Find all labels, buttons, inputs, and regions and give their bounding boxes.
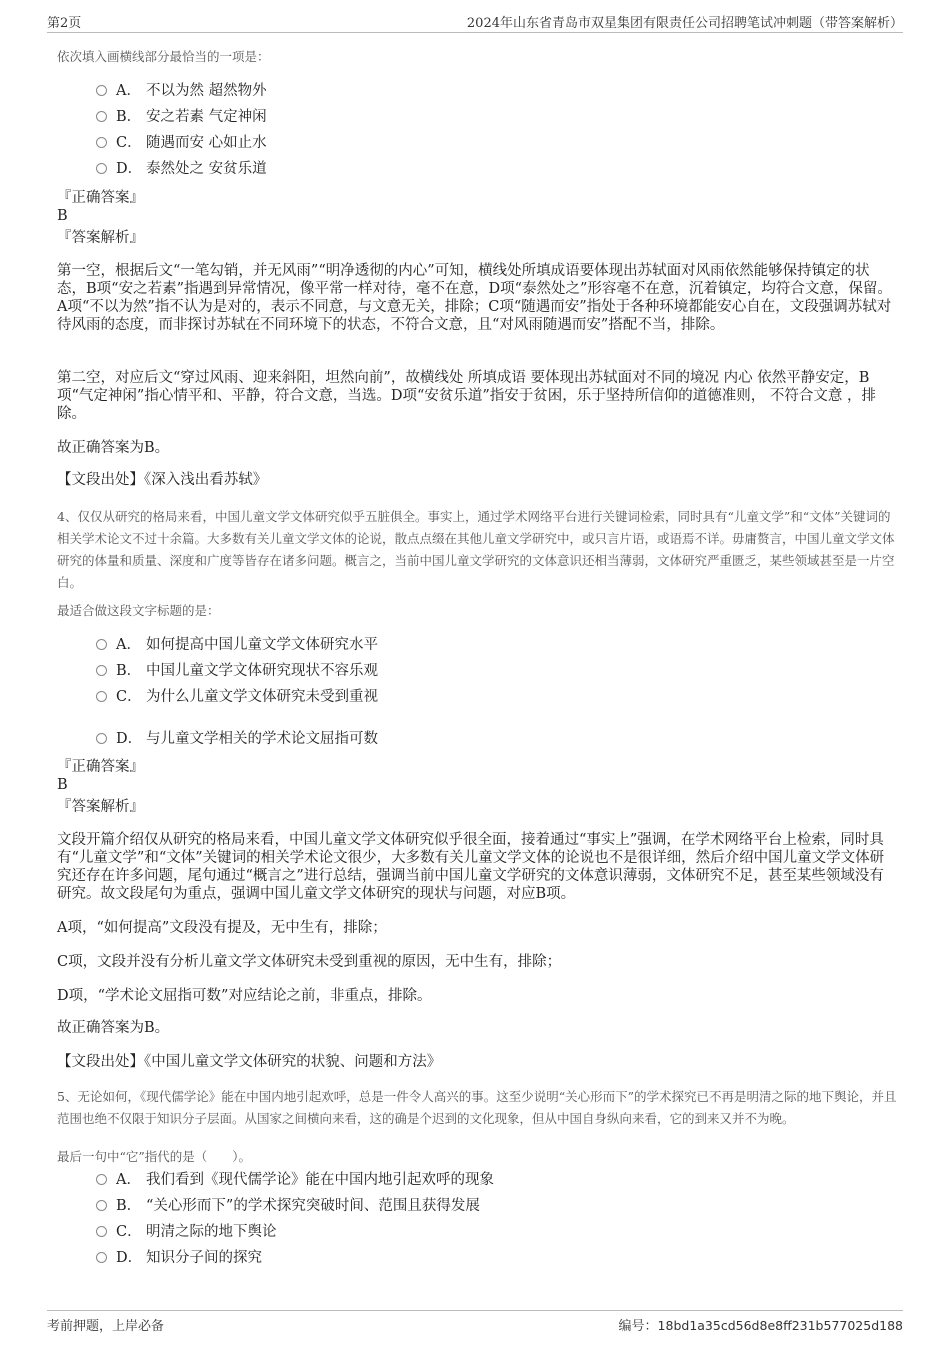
radio-icon[interactable] [96,111,107,122]
q3-option-b[interactable]: B． 安之若素 气定神闲 [96,106,267,128]
q3-option-a[interactable]: A． 不以为然 超然物外 [96,80,267,102]
q3-prompt: 依次填入画横线部分最恰当的一项是： [57,49,270,64]
radio-icon[interactable] [96,665,107,676]
radio-icon[interactable] [96,137,107,148]
radio-icon[interactable] [96,733,107,744]
q3-answer-label: 『正确答案』 [57,190,144,206]
q3-conclusion: 故正确答案为B。 [57,440,170,456]
q4-analysis-p1: 文段开篇介绍仅从研究的格局来看，中国儿童文学文体研究似乎很全面，接着通过“事实上”强调，在学术网络平台上检索，同时具有“儿童文学”和“文体”关键词的相关学术论文很少，大多数有关儿童文学文体的论说也不是很详细，然后介绍中国儿童文学文体研究还存在许多问题，尾句通过“概言之”进行总结，强调当前中国儿童文学研究的文体意识薄弱，文体研究不足，甚至某些领域没有研究。故文段尾句为重点，强调中国儿童文学文体研究的现状与问题，对应B项。 [57,832,885,902]
q4-option-b[interactable]: B． 中国儿童文学文体研究现状不容乐观 [96,660,378,682]
q4-option-d[interactable]: D． 与儿童文学相关的学术论文屈指可数 [96,728,378,750]
q4-source: 【文段出处】《中国儿童文学文体研究的状貌、问题和方法》 [57,1054,442,1070]
q3-option-d[interactable]: D． 泰然处之 安贫乐道 [96,158,267,180]
q4-option-a[interactable]: A． 如何提高中国儿童文学文体研究水平 [96,634,378,656]
q3-analysis-p1: 第一空，根据后文“一笔勾销，并无风雨”“明净透彻的内心”可知，横线处所填成语要体现出苏轼面对风雨依然能够保持镇定的状态，B项“安之若素”指遇到异常情况，像平常一样对待，毫不在意，D项“泰然处之”形容毫不在意，沉着镇定，均符合文意，保留。A项“不以为然”指不认为是对的，表示不同意，与文意无关，排除；C项“随遇而安”指处于各种环境都能安心自在，文段强调苏轼对待风雨的态度，而非探讨苏轼在不同环境下的状态，不符合文意，且“对风雨随遇而安”搭配不当，排除。 [57,263,892,333]
page-number: 第2页 [47,16,82,31]
q5-stem: 5、无论如何，《现代儒学论》能在中国内地引起欢呼，总是一件令人高兴的事。这至少说明“关心形而下”的学术探究已不再是明清之际的地下舆论，并且范围也绝不仅限于知识分子层面。从国家之间横向来看，这的确是个迟到的文化现象，但从中国自身纵向来看，它的到来又并不为晚。 [57,1089,897,1126]
document-code: 编号：18bd1a35cd56d8e8ff231b577025d188 [618,1318,903,1334]
radio-icon[interactable] [96,1174,107,1185]
q4-conclusion: 故正确答案为B。 [57,1020,170,1036]
q4-option-c[interactable]: C． 为什么儿童文学文体研究未受到重视 [96,686,378,708]
radio-icon[interactable] [96,1200,107,1211]
q4-analysis-label: 『答案解析』 [57,799,144,815]
radio-icon[interactable] [96,1252,107,1263]
q4-prompt: 最适合做这段文字标题的是： [57,603,220,618]
q3-analysis-p2: 第二空，对应后文“穿过风雨、迎来斜阳，坦然向前”，故横线处 所填成语 要体现出苏轼面对不同的境况 内心 依然平静安定，B项“气定神闲”指心情平和、平静，符合文意，当选。D项“安贫乐道”指安于贫困，乐于坚持所信仰的道德准则， 不符合文意 ，排除。 [57,370,876,422]
document-title: 2024年山东省青岛市双星集团有限责任公司招聘笔试冲刺题（带答案解析） [466,16,903,31]
q3-option-c[interactable]: C． 随遇而安 心如止水 [96,132,267,154]
page-header [47,10,903,33]
q5-option-c[interactable]: C． 明清之际的地下舆论 [96,1221,277,1243]
q5-option-a[interactable]: A． 我们看到《现代儒学论》能在中国内地引起欢呼的现象 [96,1169,494,1191]
radio-icon[interactable] [96,85,107,96]
q4-line-a: A项，“如何提高”文段没有提及，无中生有，排除； [57,920,387,936]
footer-slogan: 考前押题，上岸必备 [47,1319,165,1334]
q4-line-c: C项，文段并没有分析儿童文学文体研究未受到重视的原因，无中生有，排除； [57,954,562,970]
q5-option-d[interactable]: D． 知识分子间的探究 [96,1247,262,1269]
q3-answer: B [57,208,68,224]
radio-icon[interactable] [96,639,107,650]
q4-stem: 4、仅仅从研究的格局来看，中国儿童文学文体研究似乎五脏俱全。事实上，通过学术网络平台进行关键词检索，同时具有“儿童文学”和“文体”关键词的相关学术论文不过十余篇。大多数有关儿童文学文体的论说，散点点缀在其他儿童文学研究中，或只言片语，或语焉不详。毋庸赘言，中国儿童文学文体研究的体量和质量、深度和广度等皆存在诸多问题。概言之，当前中国儿童文学研究的文体意识还相当薄弱，文体研究严重匮乏，某些领域甚至是一片空白。 [57,509,895,590]
q5-prompt: 最后一句中“它”指代的是（ ）。 [57,1149,252,1164]
q4-answer: B [57,777,68,793]
q3-source: 【文段出处】《深入浅出看苏轼》 [57,472,268,488]
page-footer [47,1310,903,1334]
q3-analysis-label: 『答案解析』 [57,230,144,246]
q4-line-d: D项，“学术论文屈指可数”对应结论之前，非重点，排除。 [57,988,432,1004]
radio-icon[interactable] [96,1226,107,1237]
radio-icon[interactable] [96,691,107,702]
q5-option-b[interactable]: B． “关心形而下”的学术探究突破时间、范围且获得发展 [96,1195,480,1217]
radio-icon[interactable] [96,163,107,174]
q4-answer-label: 『正确答案』 [57,759,144,775]
